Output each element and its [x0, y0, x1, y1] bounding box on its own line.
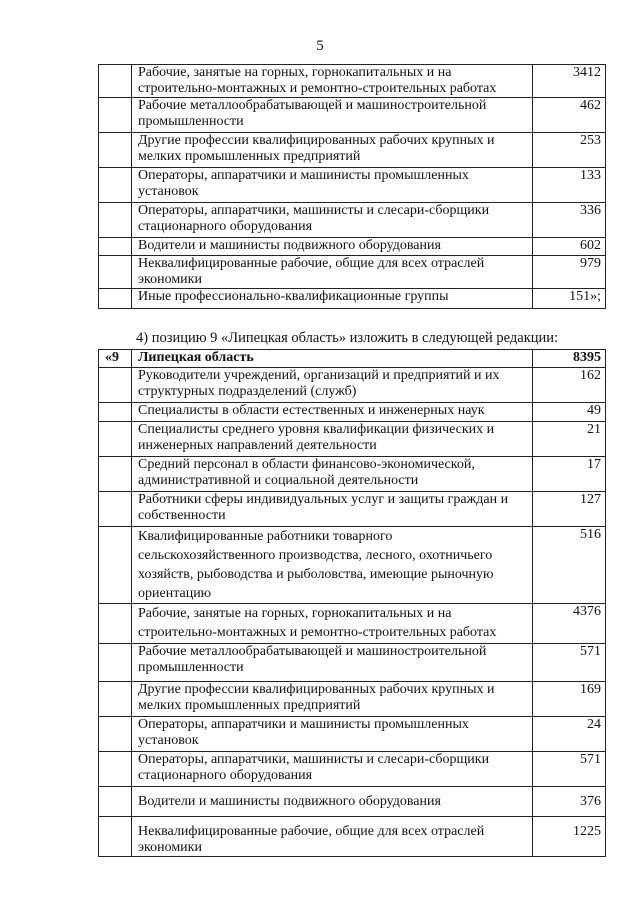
code-cell: [99, 457, 132, 492]
category-cell: Специалисты среднего уровня квалификации физических и инженерных направлений деятельности: [132, 422, 533, 457]
table-row: [99, 644, 606, 682]
category-cell: Неквалифицированные рабочие, общие для всех отраслей экономики: [132, 256, 533, 289]
table-row: [99, 289, 606, 309]
category-cell: Рабочие, занятые на горных, горнокапитальных и на строительно-монтажных и ремонтно-строительных работах: [132, 65, 533, 98]
code-cell: [99, 717, 132, 752]
code-cell: [99, 527, 132, 604]
code-cell: [99, 817, 132, 857]
code-cell: [99, 368, 132, 403]
table-row: [99, 604, 606, 644]
table-row: [99, 457, 606, 492]
region-header-row: [99, 350, 606, 368]
code-cell: [99, 65, 132, 98]
table-row: [99, 238, 606, 256]
value-cell: 151»;: [533, 289, 606, 309]
table-row: [99, 492, 606, 527]
region-code: «9: [99, 350, 132, 368]
value-cell: 4376: [533, 604, 606, 644]
code-cell: [99, 604, 132, 644]
category-cell: Средний персонал в области финансово-экономической, административной и социальной деятельности: [132, 457, 533, 492]
continuation-table: [98, 64, 606, 309]
region-total: 8395: [533, 350, 606, 368]
category-cell: Квалифицированные работники товарного сельскохозяйственного производства, лесного, охотничьего хозяйств, рыбоводства и рыболовства, имеющие рыночную ориентацию: [132, 527, 533, 604]
code-cell: [99, 422, 132, 457]
category-cell: Операторы, аппаратчики, машинисты и слесари-сборщики стационарного оборудования: [132, 752, 533, 787]
code-cell: [99, 644, 132, 682]
value-cell: 133: [533, 168, 606, 203]
value-cell: 336: [533, 203, 606, 238]
table-row: [99, 422, 606, 457]
category-cell: Рабочие металлообрабатывающей и машиностроительной промышленности: [132, 644, 533, 682]
code-cell: [99, 133, 132, 168]
table-row: [99, 717, 606, 752]
value-cell: 571: [533, 644, 606, 682]
table-row: [99, 682, 606, 717]
category-cell: Операторы, аппаратчики и машинисты промышленных установок: [132, 168, 533, 203]
table-row: [99, 787, 606, 817]
value-cell: 24: [533, 717, 606, 752]
category-cell: Водители и машинисты подвижного оборудования: [132, 238, 533, 256]
value-cell: 571: [533, 752, 606, 787]
table-row: [99, 168, 606, 203]
table-row: [99, 133, 606, 168]
value-cell: 462: [533, 98, 606, 133]
value-cell: 516: [533, 527, 606, 604]
table-row: [99, 203, 606, 238]
value-cell: 169: [533, 682, 606, 717]
region-name: Липецкая область: [132, 350, 533, 368]
code-cell: [99, 403, 132, 422]
value-cell: 1225: [533, 817, 606, 857]
category-cell: Операторы, аппаратчики, машинисты и слесари-сборщики стационарного оборудования: [132, 203, 533, 238]
code-cell: [99, 98, 132, 133]
category-cell: Работники сферы индивидуальных услуг и защиты граждан и собственности: [132, 492, 533, 527]
code-cell: [99, 492, 132, 527]
category-cell: Операторы, аппаратчики и машинисты промышленных установок: [132, 717, 533, 752]
category-cell: Водители и машинисты подвижного оборудования: [132, 787, 533, 817]
code-cell: [99, 682, 132, 717]
code-cell: [99, 256, 132, 289]
code-cell: [99, 203, 132, 238]
value-cell: 21: [533, 422, 606, 457]
category-cell: Другие профессии квалифицированных рабочих крупных и мелких промышленных предприятий: [132, 133, 533, 168]
category-cell: Рабочие металлообрабатывающей и машиностроительной промышленности: [132, 98, 533, 133]
category-cell: Иные профессионально-квалификационные группы: [132, 289, 533, 309]
table-row: [99, 527, 606, 604]
amendment-instruction: 4) позицию 9 «Липецкая область» изложить в следующей редакции:: [136, 330, 559, 346]
table-row: [99, 256, 606, 289]
value-cell: 49: [533, 403, 606, 422]
table-row: [99, 368, 606, 403]
code-cell: [99, 238, 132, 256]
code-cell: [99, 168, 132, 203]
value-cell: 3412: [533, 65, 606, 98]
value-cell: 253: [533, 133, 606, 168]
code-cell: [99, 787, 132, 817]
category-cell: Рабочие, занятые на горных, горнокапитальных и на строительно-монтажных и ремонтно-строительных работах: [132, 604, 533, 644]
value-cell: 162: [533, 368, 606, 403]
table-row: [99, 65, 606, 98]
table-row: [99, 98, 606, 133]
table-row: [99, 752, 606, 787]
category-cell: Руководители учреждений, организаций и предприятий и их структурных подразделений (служб): [132, 368, 533, 403]
value-cell: 602: [533, 238, 606, 256]
value-cell: 17: [533, 457, 606, 492]
page-number: 5: [316, 38, 324, 54]
table-row: [99, 817, 606, 857]
table-row: [99, 403, 606, 422]
category-cell: Специалисты в области естественных и инженерных наук: [132, 403, 533, 422]
lipetsk-region-table: [98, 349, 606, 857]
value-cell: 979: [533, 256, 606, 289]
category-cell: Другие профессии квалифицированных рабочих крупных и мелких промышленных предприятий: [132, 682, 533, 717]
value-cell: 376: [533, 787, 606, 817]
value-cell: 127: [533, 492, 606, 527]
category-cell: Неквалифицированные рабочие, общие для всех отраслей экономики: [132, 817, 533, 857]
code-cell: [99, 289, 132, 309]
code-cell: [99, 752, 132, 787]
